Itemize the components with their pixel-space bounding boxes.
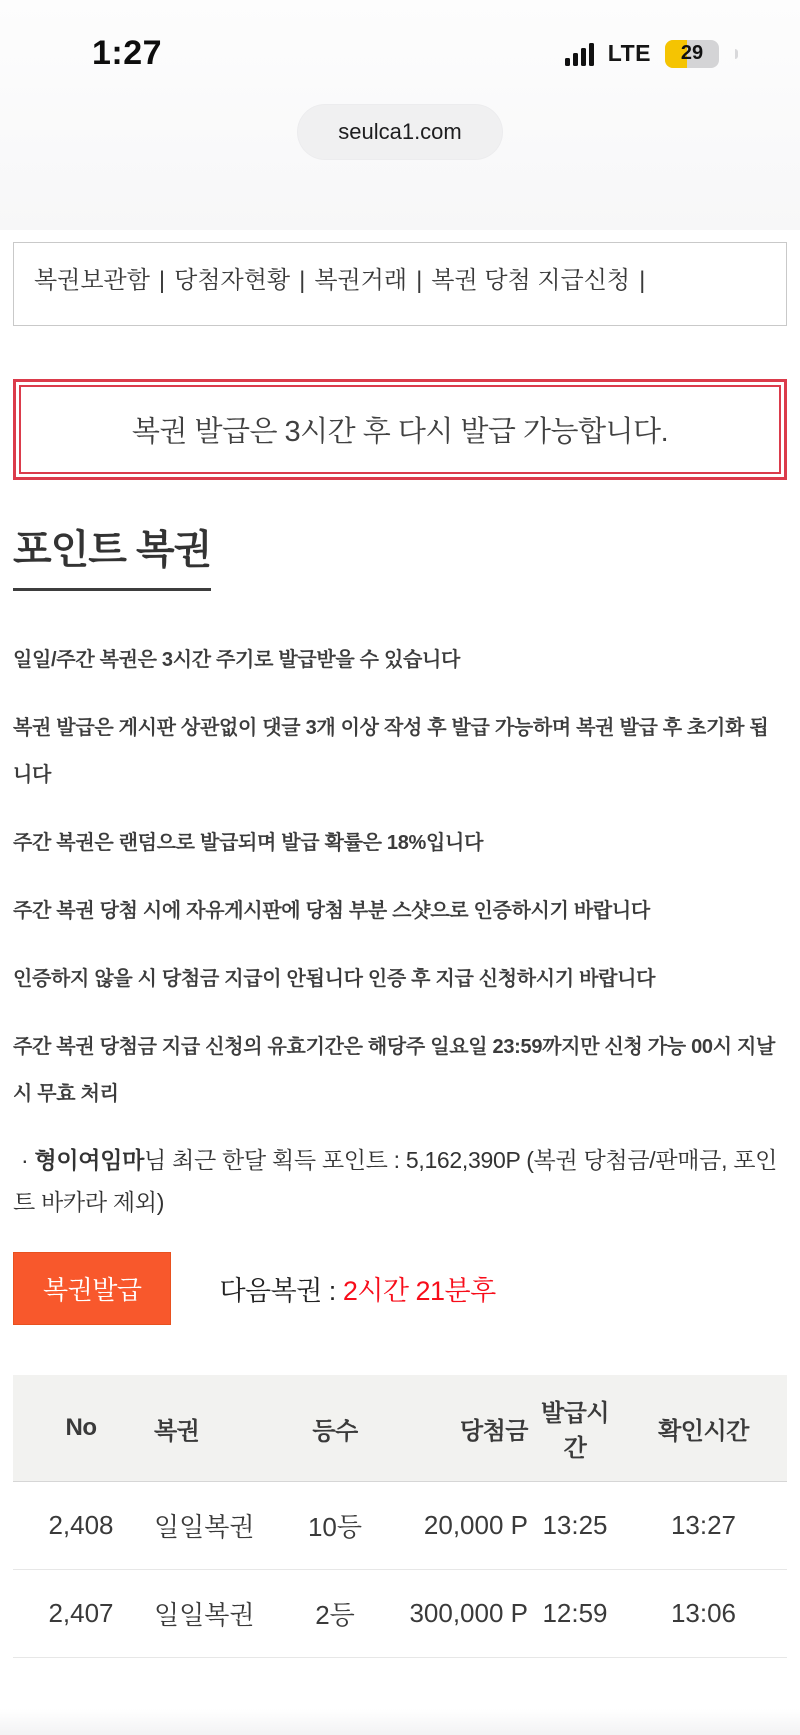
notice-list: [13, 637, 787, 1118]
browser-chrome: [0, 0, 800, 230]
col-header-rank: 등수: [293, 1375, 377, 1482]
table-row: [13, 1570, 787, 1658]
cooldown-alert-box: [13, 379, 787, 480]
next-lottery-info: [219, 1269, 495, 1308]
url-bar: [0, 105, 800, 159]
points-text: 님 최근 한달 획득 포인트 : 5,162,390P (복권 당첨금/판매금, 포인트 바카라 제외): [13, 1147, 778, 1215]
lottery-history-table: [13, 1375, 787, 1658]
cell-prize: 300,000 P: [377, 1570, 530, 1658]
next-lottery-countdown: 2시간 21분후: [342, 1276, 496, 1306]
monthly-points-summary: [13, 1139, 787, 1223]
nav-item-storage[interactable]: 복권보관함: [34, 267, 150, 294]
cell-check-time: 13:27: [620, 1482, 787, 1570]
cell-issue-time: 13:25: [530, 1482, 620, 1570]
address-pill[interactable]: seulca1.com: [298, 105, 502, 159]
cell-rank: 10등: [293, 1482, 377, 1570]
cell-prize: 20,000 P: [377, 1482, 530, 1570]
cell-rank: 2등: [293, 1570, 377, 1658]
table-header: [13, 1375, 787, 1482]
col-header-lottery: 복권: [149, 1375, 293, 1482]
signal-strength-icon: [565, 42, 594, 66]
network-type-label: LTE: [607, 40, 651, 66]
notice-item: 인증하지 않을 시 당첨금 지급이 안됩니다 인증 후 지급 신청하시기 바랍니다: [13, 968, 656, 990]
col-header-no: No: [13, 1375, 149, 1482]
page-bottom-fade: [0, 1709, 800, 1735]
lottery-nav-menu: [13, 242, 787, 326]
nav-separator: |: [299, 267, 306, 294]
issue-section: [13, 1252, 787, 1325]
notice-item: 주간 복권은 랜덤으로 발급되며 발급 확률은 18%입니다: [13, 832, 484, 854]
cell-lottery: 일일복권: [149, 1482, 293, 1570]
battery-percent: 29: [680, 42, 704, 64]
next-lottery-label: 다음복권 :: [219, 1276, 343, 1306]
cell-no: 2,408: [13, 1482, 149, 1570]
nav-item-winners[interactable]: 당첨자현황: [174, 267, 291, 294]
nav-item-payment-request[interactable]: 복권 당첨 지급신청: [431, 267, 631, 294]
battery-icon: [665, 40, 719, 68]
battery-cap: [735, 49, 738, 59]
page-title: 포인트 복권: [13, 518, 211, 591]
table-row: [13, 1482, 787, 1570]
nav-separator: |: [416, 267, 423, 294]
nav-separator: |: [158, 267, 166, 294]
status-icons: [565, 40, 738, 68]
notice-item: 주간 복권 당첨 시에 자유게시판에 당첨 부분 스샷으로 인증하시기 바랍니다: [13, 900, 650, 922]
bullet: ·: [21, 1147, 29, 1173]
col-header-issue-time: 발급시간: [530, 1375, 620, 1482]
nav-separator: |: [639, 267, 646, 294]
notice-item: 일일/주간 복권은 3시간 주기로 발급받을 수 있습니다: [13, 649, 461, 671]
col-header-prize: 당첨금: [377, 1375, 530, 1482]
issue-lottery-button[interactable]: 복권발급: [13, 1252, 171, 1325]
nav-item-trade[interactable]: 복권거래: [314, 267, 408, 294]
username: 형이여임마: [34, 1147, 145, 1173]
cell-no: 2,407: [13, 1570, 149, 1658]
status-bar: [0, 0, 800, 73]
cooldown-alert-message: 복권 발급은 3시간 후 다시 발급 가능합니다.: [19, 385, 781, 474]
notice-item: 복권 발급은 게시판 상관없이 댓글 3개 이상 작성 후 발급 가능하며 복권 발급 후 초기화 됩니다: [13, 717, 769, 786]
col-header-check-time: 확인시간: [620, 1375, 787, 1482]
clock-time: 1:27: [92, 34, 163, 72]
cell-check-time: 13:06: [620, 1570, 787, 1658]
notice-item: 주간 복권 당첨금 지급 신청의 유효기간은 해당주 일요일 23:59까지만 신청 가능 00시 지날 시 무효 처리: [13, 1036, 776, 1105]
cell-lottery: 일일복권: [149, 1570, 293, 1658]
cell-issue-time: 12:59: [530, 1570, 620, 1658]
